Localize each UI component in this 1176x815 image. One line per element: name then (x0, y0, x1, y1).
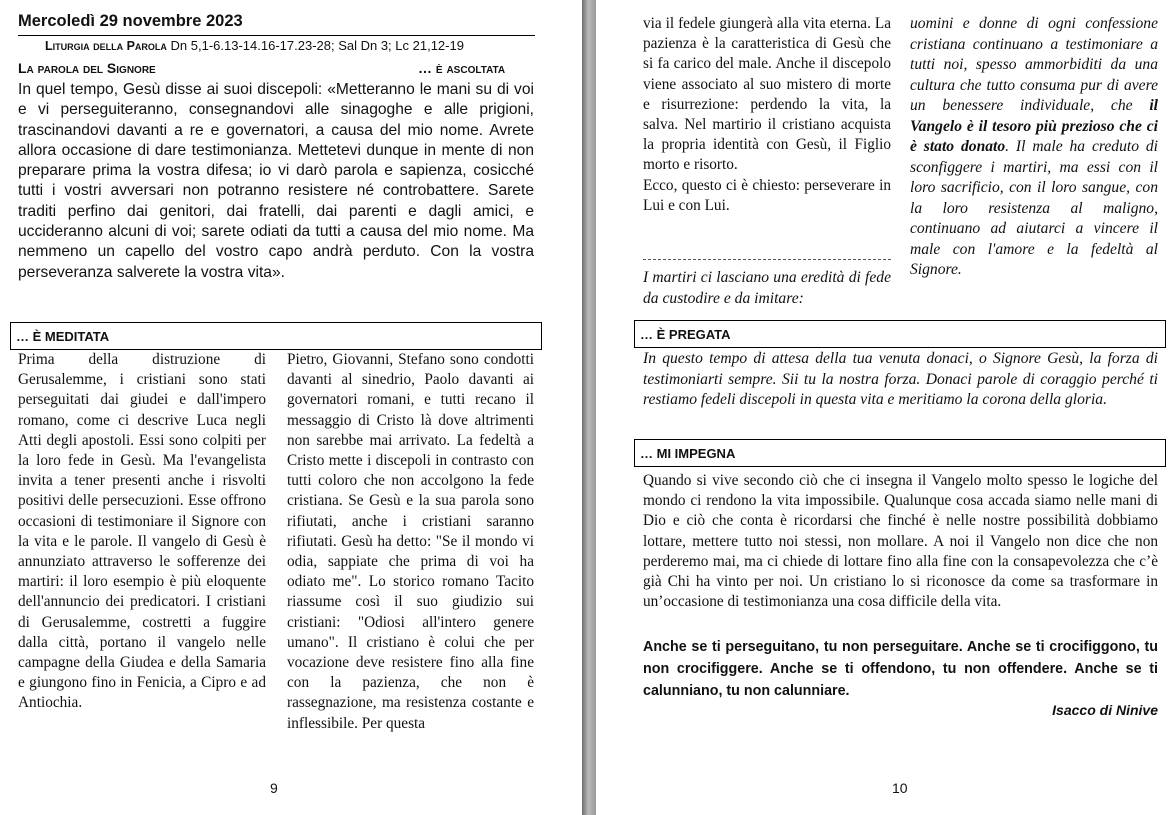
dashed-separator (643, 259, 891, 260)
parola-heading: La parola del Signore (18, 60, 156, 76)
italic-text-part2: . Il male ha creduto di sconfiggere i martiri, ma essi con il loro sacrificio, con il loro sangue, con la loro resistenza al maligno, continuano ad aiutarci a vincere il male con l'amore e la fedeltà al Signore. (910, 138, 1158, 278)
meditata-heading: … È MEDITATA (16, 328, 110, 344)
prayer-text: In questo tempo di attesa della tua venuta donaci, o Signore Gesù, la forza di testimoniarti sempre. Sii tu la nostra forza. Donaci parole di coraggio perché ti restiamo fedeli discepoli in questa vita e meritiamo la corona della gloria. (643, 350, 1158, 408)
closing-quote: Anche se ti perseguitano, tu non perseguitare. Anche se ti crocifiggono, tu non crocifiggere. Anche se ti offendono, tu non offendere. Anche se ti calunniano, tu non calunniare. (643, 639, 1158, 699)
right-page (596, 0, 1176, 815)
page-gutter (582, 0, 596, 815)
date-heading: Mercoledì 29 novembre 2023 (18, 12, 243, 30)
page-number-right: 10 (892, 780, 908, 796)
italic-column (910, 14, 1158, 281)
liturgy-line (45, 38, 464, 53)
martiri-text: I martiri ci lasciano una eredità di fede da custodire e da imitare: (643, 269, 891, 307)
italic-text-part1: uomini e donne di ogni confessione cristiana continuano a testimoniare a tutti noi, spesso ammorbiditi da una cultura che tutto consuma pur di avere un benessere individuale, che (910, 15, 1158, 114)
impegna-section-header (634, 439, 1166, 467)
quote-author: Isacco di Ninive (1052, 702, 1158, 718)
liturgy-refs: Dn 5,1-6.13-14.16-17.23-28; Sal Dn 3; Lc 21,12-19 (166, 38, 464, 53)
meditata-column-1: Prima della distruzione di Gerusalemme, i cristiani sono stati perseguitati dai giudei e dall'impero romano, come ci descrive Luca negli Atti degli apostoli. Essi sono colpiti per la loro fede in Gesù. Ma l'evangelista invita a tener presenti anche i risvolti positivi delle persecuzioni. Esse offrono occasioni di testimoniare il Signore con la vita e le parole. Il vangelo di Gesù è annunziato attraverso le sofferenze dei martiri: il loro esempio è più eloquente dell'annuncio dei predicatori. I cristiani di Gerusalemme, costretti a fuggire dalla città, portano il vangelo nelle campagne della Giudea e della Samaria e giungono fino in Fenicia, a Cipro e ad Antiochia. (18, 351, 266, 712)
gospel-text: In quel tempo, Gesù disse ai suoi discepoli: «Metteranno le mani su di voi e vi perseguiteranno, consegnandovi alle sinagoghe e alle prigioni, trascinandovi davanti a re e governatori, a causa del mio nome. Avrete allora occasione di dare testimonianza. Mettetevi dunque in mente di non preparare prima la vostra difesa; io vi darò parola e sapienza, cosicché tutti i vostri avversari non potranno resistere né controbattere. Sarete traditi perfino dai genitori, dai fratelli, dai parenti e dagli amici, e uccideranno alcuni di voi; sarete odiati da tutti a causa del mio nome. Ma nemmeno un capello del vostro capo andrà perduto. Con la vostra perseveranza salverete la vostra vita». (18, 81, 534, 281)
impegno-text: Quando si vive secondo ciò che ci insegna il Vangelo molto spesso le logiche del mondo ci rendono la vita impossibile. Qualunque cosa accada siamo nelle mani di Dio e ciò che conta è ricordarsi che finché è nelle nostre possibilità dobbiamo lottare, mettere tutto noi stessi, non mollare. A noi il Vangelo non dice che non perderemo mai, ma ci chiede di lottare fino alla fine con la consapevolezza che c’è già Chi ha vinto per noi. Un cristiano lo si riconosce da come sa trasformare in un’occasione di testimonianza una cosa difficile della vita. (643, 472, 1158, 611)
meditata-continuation (643, 14, 891, 216)
pregata-section-header (634, 320, 1166, 348)
meditata-column-2: Pietro, Giovanni, Stefano sono condotti davanti al sinedrio, Paolo davanti ai governatori romani, e tutti recano il messaggio di Cristo là dove altrimenti non sarebbe mai arrivato. La fedeltà a Cristo mette i discepoli in contrasto con tutti coloro che non accolgono la fede cristiana. Se Gesù e la sua parola sono rifiutati, anche i cristiani saranno rifiutati. Gesù ha detto: "Se il mondo vi odia, sappiate che prima di voi ha odiato me". Lo storico romano Tacito riassume così il suo giudizio sui cristiani: "Odiosi all'intero genere umano". Il cristiano è colui che per vocazione deve resistere fino alla fine con la pazienza, che non è rassegnazione, ma resistenza costante e inflessibile. Per questa (287, 351, 534, 732)
heading-rule (18, 35, 535, 36)
liturgy-label: Liturgia della Parola (45, 39, 167, 53)
left-page (0, 0, 582, 815)
meditata-section-header (10, 322, 542, 350)
italic-bold-text: il Vangelo è il tesoro più prezioso che ci è stato donato (910, 97, 1158, 155)
continuation-text: via il fedele giungerà alla vita eterna. La pazienza è la caratteristica di Gesù che si fa carico del male. Anche il discepolo viene associato al suo mistero di morte e risurrezione: perdendo la vita, la salva. Nel martirio il cristiano acquista la propria identità con Gesù, il Figlio morto e risorto. (643, 15, 891, 174)
impegna-heading: … MI IMPEGNA (640, 445, 736, 461)
ecco-text: Ecco, questo ci è chiesto: perseverare in Lui e con Lui. (643, 176, 891, 214)
page-number-left: 9 (270, 780, 278, 796)
ascoltata-heading: … è ascoltata (418, 60, 506, 76)
pregata-heading: … È PREGATA (640, 326, 731, 342)
